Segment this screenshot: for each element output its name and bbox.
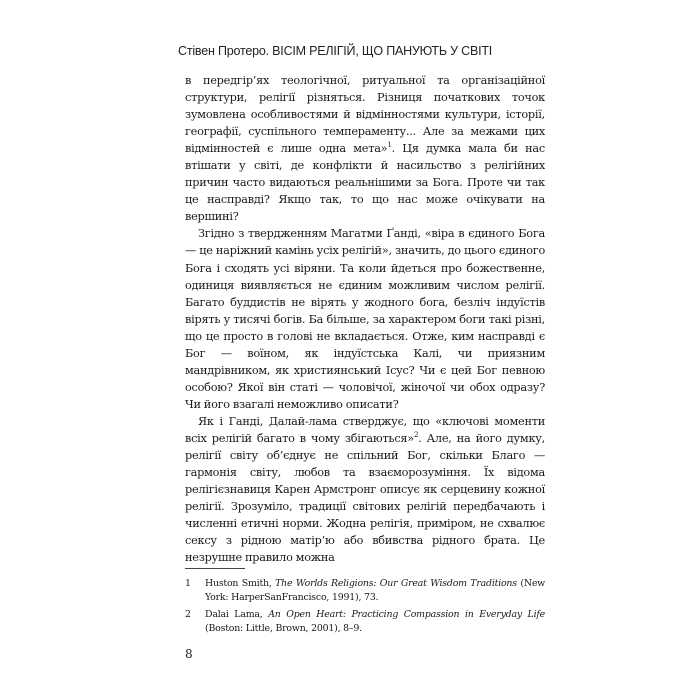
footnotes: [185, 577, 545, 639]
paragraph-3-text-a: Як і Ганді, Далай-лама стверджує, що «ключові моменти всіх релігій багато в чому збігаються»: [185, 414, 545, 445]
footnote-2: [185, 608, 545, 635]
paragraph-1-text-a: в передгір’ях теологічної, ритуальної та організаційної структури, релігії різняться. Різниця початкових точок зумовлена особливостями й відмінностями культури, історії, географії, суспільного темпераменту... Але за межами цих відмінностей є лише одна мета»: [185, 74, 545, 156]
footnote-book-title: The Worlds Religions: Our Great Wisdom Traditions: [275, 578, 517, 589]
paragraph-1: [185, 72, 545, 225]
footnote-author: Dalai Lama,: [205, 609, 269, 620]
body-text: [185, 72, 545, 566]
paragraph-1-text-b: . Ця думка мала би нас втішати у світі, де конфлікти й насильство з релігійних причин часто видаються реальнішими за Бога. Проте чи так це насправді? Якщо так, то що нас може очікувати на вершині?: [185, 142, 545, 224]
footnote-book-title: An Open Heart: Practicing Compassion in Everyday Life: [268, 609, 546, 620]
footnote-ref-1[interactable]: 1: [387, 141, 392, 150]
paragraph-2: Згідно з твердженням Магатми Ґанді, «віра в єдиного Бога — це наріжний камінь усіх релігій», значить, до цього єдиного Бога і сходять усі віряни. Та коли йдеться про божественне, одиниця виявляється не єдиним можливим числом релігії. Багато буддистів не вірять у жодного бога, безліч індуїстів вірять у тисячі богів. Ба більше, за характером боги такі різні, що це просто в голові не вкладається. Отже, ким насправді є Бог — воїном, як індуїстська Калі, чи приязним мандрівником, як християнський Ісус? Чи є цей Бог певною особою? Якої він статі — чоловічої, жіночої чи обох одразу? Чи його взагалі неможливо описати?: [185, 227, 545, 411]
footnote-number: 2: [185, 609, 191, 620]
footnote-author: Huston Smith,: [205, 578, 276, 589]
footnote-number: 1: [185, 578, 191, 589]
footnote-details: (Boston: Little, Brown, 2001), 8–9.: [205, 622, 362, 634]
footnote-ref-2[interactable]: 2: [413, 431, 419, 440]
footnote-divider: [185, 568, 245, 569]
paragraph-3-text-b: . Але, на його думку, релігії світу об’єднує не спільний Бог, скільки Благо — гармонія світу, любов та взаєморозуміння. Їх відома релігієзнавиця Карен Армстронг описує як серцевину кожної релігії. Зрозуміло, традиції світових релігій передбачають і численні етичні норми. Жодна релігія, приміром, не схвалює сексу з рідною матір’ю або вбивства рідного брата. Це незрушне правило можна: [185, 431, 545, 565]
footnote-text: [205, 608, 545, 635]
footnote-details: (New York: HarperSanFrancisco, 1991), 73.: [205, 578, 545, 603]
running-header: Стівен Протеро. ВІСІМ РЕЛІГІЙ, ЩО ПАНУЮТЬ У СВІТІ: [178, 44, 493, 58]
footnote-text: [205, 577, 545, 604]
page-number: 8: [185, 647, 193, 661]
paragraph-3: [185, 413, 545, 566]
footnote-1: [185, 577, 545, 604]
